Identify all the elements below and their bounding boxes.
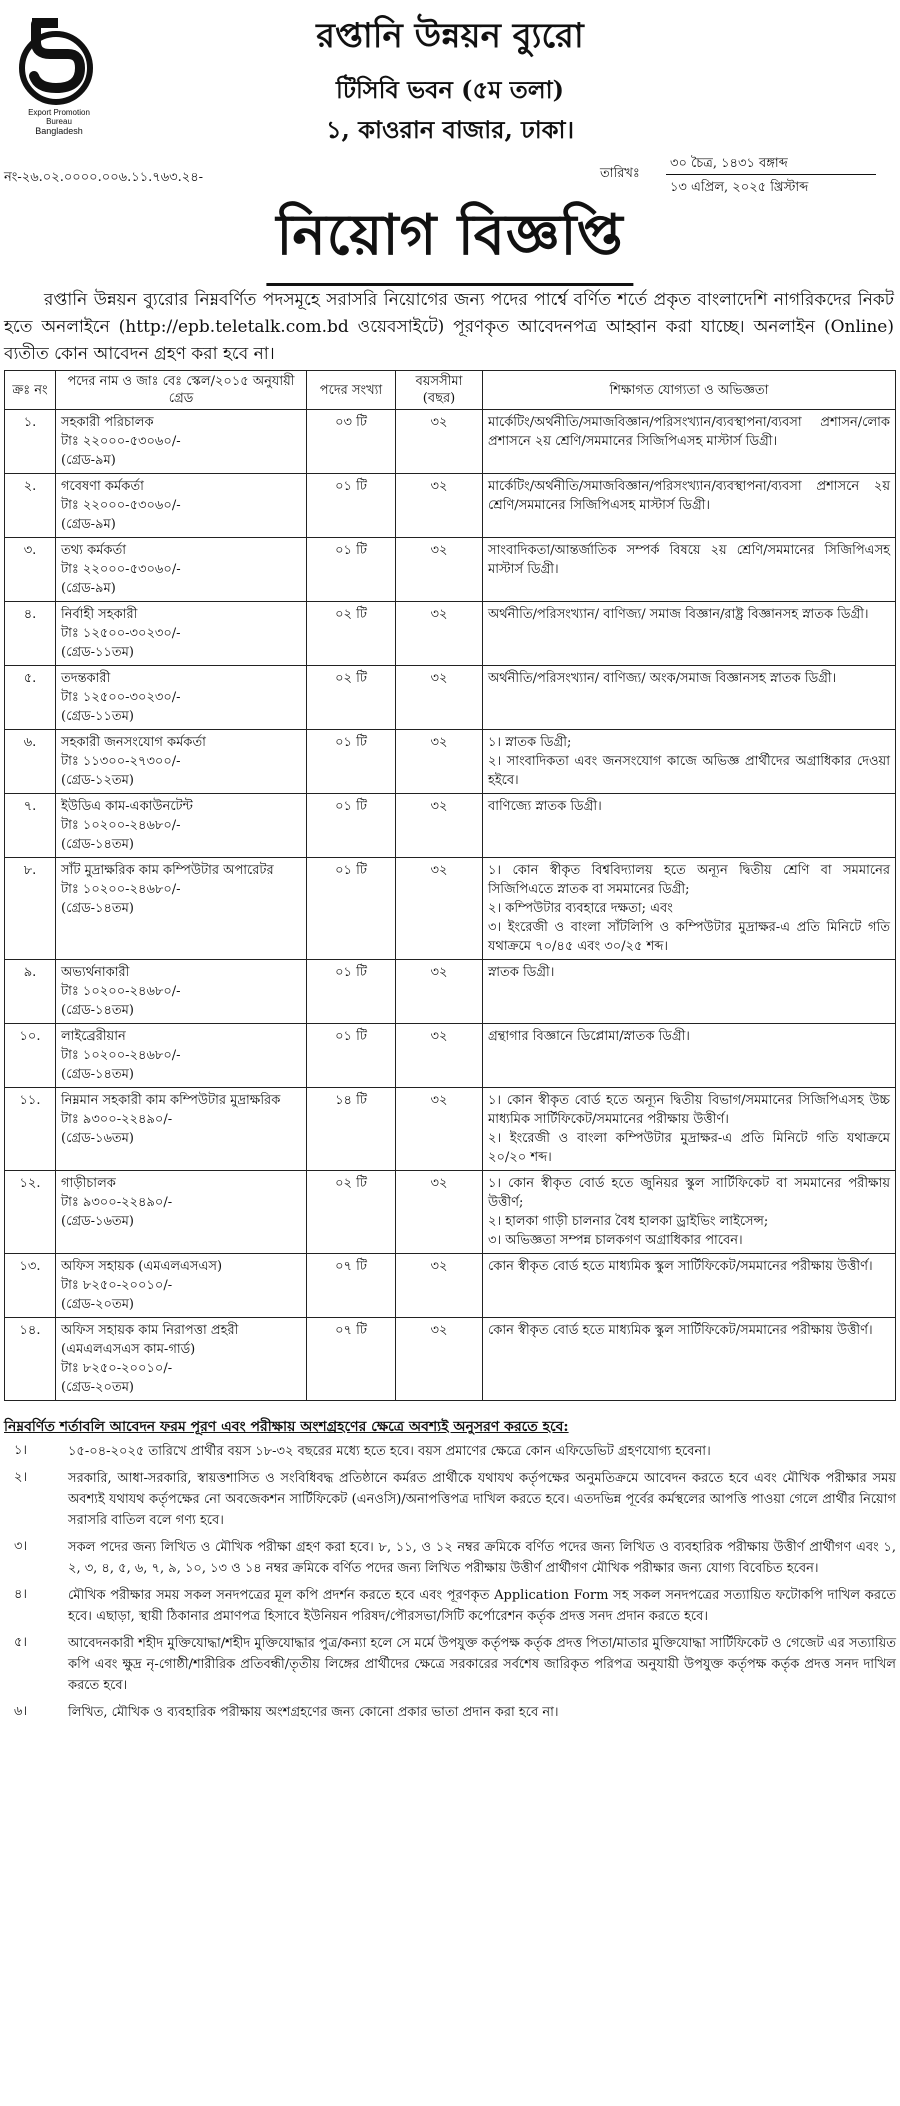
post-title: অফিস সহায়ক কাম নিরাপত্তা প্রহরী bbox=[61, 1323, 239, 1338]
cell-age: ৩২ bbox=[396, 1254, 483, 1318]
qualification-line: ৩। অভিজ্ঞতা সম্পন্ন চালকগণ অগ্রাধিকার পাবেন। bbox=[488, 1233, 743, 1248]
cell-qualification bbox=[483, 538, 896, 602]
condition-text: ১৫-০৪-২০২৫ তারিখে প্রার্থীর বয়স ১৮-৩২ বছরের মধ্যে হতে হবে। বয়স প্রমাণের ক্ষেত্রে কোন এফিডেভিট গ্রহণযোগ্য হবেনা। bbox=[68, 1444, 711, 1459]
cell-count: ০২ টি bbox=[307, 1171, 396, 1254]
cell-post bbox=[56, 474, 307, 538]
cell-count: ০৭ টি bbox=[307, 1318, 396, 1401]
cell-age: ৩২ bbox=[396, 666, 483, 730]
cell-post bbox=[56, 538, 307, 602]
qualification-line: ১। স্নাতক ডিগ্রী; bbox=[488, 735, 572, 750]
conditions-heading: নিম্নবর্ণিত শর্তাবলি আবেদন ফরম পূরণ এবং পরীক্ষায় অংশগ্রহণের ক্ষেত্রে অবশ্যই অনুসরণ করতে হবে: bbox=[4, 1419, 569, 1435]
condition-number: ৫। bbox=[14, 1635, 28, 1650]
condition-text: মৌখিক পরীক্ষার সময় সকল সনদপত্রের মূল কপি প্রদর্শন করতে হবে এবং পূরণকৃত Application Form সহ সকল সনদপত্রের সত্যায়িত ফটোকপি দাখিল করতে হবে। এছাড়া, স্থায়ী ঠিকানার প্রমাণপত্র হিসাবে ইউনিয়ন পরিষদ/পৌরসভা/সিটি কর্পোরেশন কর্তৃক প্রদত্ত সনদ প্রদান করতে হবে। bbox=[68, 1588, 896, 1624]
date-divider bbox=[666, 174, 876, 175]
post-title: তদন্তকারী bbox=[61, 671, 111, 686]
intro-paragraph: রপ্তানি উন্নয়ন ব্যুরোর নিম্নবর্ণিত পদসমূহে সরাসরি নিয়োগের জন্য পদের পার্শ্বে বর্ণিত শর্তে প্রকৃত বাংলাদেশি নাগরিকদের নিকট হতে অনলাইনে (http://epb.teletalk.com.bd ওয়েবসাইটে) পূরণকৃত আবেদনপত্র আহ্বান করা যাচ্ছে। অনলাইন (Online) ব্যতীত কোন আবেদন গ্রহণ করা হবে না। bbox=[4, 290, 894, 364]
cell-age: ৩২ bbox=[396, 1088, 483, 1171]
memo-number: নং-২৬.০২.০০০০.০০৬.১১.৭৬৩.২৪- bbox=[4, 170, 204, 185]
cell-count: ০২ টি bbox=[307, 666, 396, 730]
cell-post bbox=[56, 730, 307, 794]
condition-text: আবেদনকারী শহীদ মুক্তিযোদ্ধা/শহীদ মুক্তিযোদ্ধার পুত্র/কন্যা হলে সে মর্মে উপযুক্ত কর্তৃপক্ষ কর্তৃক প্রদত্ত পিতা/মাতার মুক্তিযোদ্ধা সার্টিফিকেট ও গেজেট এর সত্যায়িত কপি এবং ক্ষুদ্র নৃ-গোষ্ঠী/শারীরিক প্রতিবন্ধী/তৃতীয় লিঙ্গের প্রার্থীদের ক্ষেত্রে সরকারের সর্বশেষ জারিকৃত পরিপত্র অনুযায়ী উপযুক্ত কর্তৃপক্ষ কর্তৃক প্রদত্ত সনদ দাখিল করতে হবে। bbox=[68, 1636, 896, 1693]
qualification-line: ৩। ইংরেজী ও বাংলা সাঁটলিপি ও কম্পিউটার মুদ্রাক্ষর-এ প্রতি মিনিটে গতি যথাক্রমে ৭০/৪৫ এবং ৩০/২৫ শব্দ। bbox=[488, 920, 890, 954]
condition-text: সকল পদের জন্য লিখিত ও মৌখিক পরীক্ষা গ্রহণ করা হবে। ৮, ১১, ও ১২ নম্বর ক্রমিকে বর্ণিত পদের জন্য লিখিত ও ব্যবহারিক পরীক্ষায় উত্তীর্ণ প্রার্থীগণ এবং ১, ২, ৩, ৪, ৫, ৬, ৭, ৯, ১০, ১৩ ও ১৪ নম্বর ক্রমিকে বর্ণিত পদের জন্য লিখিত পরীক্ষায় উত্তীর্ণ প্রার্থীগণ মৌখিক পরীক্ষার জন্য যোগ্য বিবেচিত হবেন। bbox=[68, 1540, 896, 1576]
cell-qualification bbox=[483, 1318, 896, 1401]
cell-serial: ৭. bbox=[5, 794, 56, 858]
address: ১, কাওরান বাজার, ঢাকা। bbox=[325, 115, 575, 144]
pay-scale: টাঃ ৮২৫০-২০০১০/- bbox=[61, 1278, 173, 1293]
pay-scale: টাঃ ১০২০০-২৪৬৮০/- bbox=[61, 882, 181, 897]
condition-item bbox=[4, 1441, 896, 1462]
qualification-line: অর্থনীতি/পরিসংখ্যান/ বাণিজ্য/ সমাজ বিজ্ঞান/রাষ্ট্র বিজ্ঞানসহ স্নাতক ডিগ্রী। bbox=[488, 607, 869, 622]
cell-qualification bbox=[483, 1171, 896, 1254]
cell-post bbox=[56, 794, 307, 858]
grade: (গ্রেড-৯ম) bbox=[61, 581, 116, 596]
pay-scale: টাঃ ২২০০০-৫৩০৬০/- bbox=[61, 498, 181, 513]
pay-scale: টাঃ ২২০০০-৫৩০৬০/- bbox=[61, 434, 181, 449]
condition-text: সরকারি, আধা-সরকারি, স্বায়ত্তশাসিত ও সংবিধিবদ্ধ প্রতিষ্ঠানে কর্মরত প্রার্থীকে যথাযথ কর্তৃপক্ষের অনুমতিক্রমে আবেদন করতে হবে এবং মৌখিক পরীক্ষার সময় অবশ্যই যথাযথ কর্তৃপক্ষের নো অবজেকশন সার্টিফিকেট (এনওসি)/অনাপত্তিপত্র দাখিল করতে হবে। এতদভিন্ন পূর্বের কর্মস্থলের আপত্তি পাওয়া গেলে প্রার্থীর নিয়োগ সরাসরি বাতিল বলে গণ্য হবে। bbox=[68, 1471, 896, 1528]
qualification-line: মার্কেটিং/অর্থনীতি/সমাজবিজ্ঞান/পরিসংখ্যান/ব্যবস্থাপনা/ব্যবসা প্রশাসন/লোক প্রশাসনে ২য় শ্রেণি/সমমানের সিজিপিএসহ মাস্টার্স ডিগ্রী। bbox=[488, 415, 890, 449]
cell-qualification bbox=[483, 666, 896, 730]
grade: (গ্রেড-১৪তম) bbox=[61, 1003, 134, 1018]
cell-age: ৩২ bbox=[396, 1318, 483, 1401]
table-row bbox=[5, 602, 896, 666]
qualification-line: ১। কোন স্বীকৃত বোর্ড হতে জুনিয়র স্কুল সার্টিফিকেট বা সমমানের পরীক্ষায় উত্তীর্ণ; bbox=[488, 1176, 890, 1210]
cell-count: ১৪ টি bbox=[307, 1088, 396, 1171]
logo-caption-en: Export Promotion Bureau bbox=[28, 108, 90, 126]
qualification-line: ২। কম্পিউটার ব্যবহারে দক্ষতা; এবং bbox=[488, 901, 673, 916]
header-post: পদের নাম ও জাঃ বেঃ স্কেল/২০১৫ অনুযায়ী গ্রেড bbox=[56, 371, 307, 410]
grade: (গ্রেড-১৪তম) bbox=[61, 1067, 134, 1082]
cell-count: ০১ টি bbox=[307, 474, 396, 538]
qualification-line: মার্কেটিং/অর্থনীতি/সমাজবিজ্ঞান/পরিসংখ্যান/ব্যবস্থাপনা/ব্যবসা প্রশাসনে ২য় শ্রেণি/সমমানের সিজিপিএসহ মাস্টার্স ডিগ্রী। bbox=[488, 479, 890, 513]
grade: (গ্রেড-১৬তম) bbox=[61, 1131, 134, 1146]
qualification-line: কোন স্বীকৃত বোর্ড হতে মাধ্যমিক স্কুল সার্টিফিকেট/সমমানের পরীক্ষায় উত্তীর্ণ। bbox=[488, 1259, 873, 1274]
post-title: ইউডিএ কাম-একাউনটেন্ট bbox=[61, 799, 193, 814]
pay-scale: টাঃ ৯৩০০-২২৪৯০/- bbox=[61, 1112, 173, 1127]
header-count: পদের সংখ্যা bbox=[307, 371, 396, 410]
grade: (গ্রেড-১১তম) bbox=[61, 645, 134, 660]
pay-scale: টাঃ ১১৩০০-২৭৩০০/- bbox=[61, 754, 181, 769]
cell-count: ০১ টি bbox=[307, 1024, 396, 1088]
cell-serial: ৬. bbox=[5, 730, 56, 794]
vacancy-table bbox=[4, 370, 896, 1401]
cell-qualification bbox=[483, 410, 896, 474]
qualification-line: অর্থনীতি/পরিসংখ্যান/ বাণিজ্য/ অংক/সমাজ বিজ্ঞানসহ স্নাতক ডিগ্রী। bbox=[488, 671, 837, 686]
cell-count: ০১ টি bbox=[307, 794, 396, 858]
table-row bbox=[5, 1024, 896, 1088]
grade: (গ্রেড-২০তম) bbox=[61, 1297, 134, 1312]
cell-serial: ৪. bbox=[5, 602, 56, 666]
condition-text: লিখিত, মৌখিক ও ব্যবহারিক পরীক্ষায় অংশগ্রহণের জন্য কোনো প্রকার ভাতা প্রদান করা হবে না। bbox=[68, 1705, 559, 1720]
header-age: বয়সসীমা (বছর) bbox=[396, 371, 483, 410]
cell-age: ৩২ bbox=[396, 960, 483, 1024]
cell-age: ৩২ bbox=[396, 1024, 483, 1088]
header-serial: ক্রঃ নং bbox=[5, 371, 56, 410]
cell-age: ৩২ bbox=[396, 858, 483, 960]
cell-post bbox=[56, 1318, 307, 1401]
condition-number: ৪। bbox=[14, 1587, 28, 1602]
table-row bbox=[5, 474, 896, 538]
post-title: লাইব্রেরীয়ান bbox=[61, 1029, 126, 1044]
conditions-list bbox=[4, 1441, 896, 1729]
table-row bbox=[5, 730, 896, 794]
cell-serial: ৯. bbox=[5, 960, 56, 1024]
qualification-line: ২। ইংরেজী ও বাংলা কম্পিউটার মুদ্রাক্ষর-এ প্রতি মিনিটে গতি যথাক্রমে ২০/২০ শব্দ। bbox=[488, 1131, 890, 1165]
cell-age: ৩২ bbox=[396, 730, 483, 794]
cell-age: ৩২ bbox=[396, 474, 483, 538]
grade: (গ্রেড-২০তম) bbox=[61, 1380, 134, 1395]
cell-count: ০৭ টি bbox=[307, 1254, 396, 1318]
qualification-line: স্নাতক ডিগ্রী। bbox=[488, 965, 555, 980]
qualification-line: ২। সাংবাদিকতা এবং জনসংযোগ কাজে অভিজ্ঞ প্রার্থীদের অগ্রাধিকার দেওয়া হইবে। bbox=[488, 754, 890, 788]
grade: (গ্রেড-১৪তম) bbox=[61, 837, 134, 852]
table-row bbox=[5, 960, 896, 1024]
table-row bbox=[5, 538, 896, 602]
post-title: অফিস সহায়ক (এমএলএসএস) bbox=[61, 1259, 223, 1274]
cell-post bbox=[56, 960, 307, 1024]
cell-count: ০১ টি bbox=[307, 730, 396, 794]
cell-count: ০২ টি bbox=[307, 602, 396, 666]
post-title: সাঁট মুদ্রাক্ষরিক কাম কম্পিউটার অপারেটর bbox=[61, 863, 274, 878]
cell-count: ০১ টি bbox=[307, 538, 396, 602]
cell-post bbox=[56, 410, 307, 474]
cell-post bbox=[56, 666, 307, 730]
qualification-line: গ্রন্থাগার বিজ্ঞানে ডিপ্লোমা/স্নাতক ডিগ্রী। bbox=[488, 1029, 690, 1044]
cell-serial: ১৩. bbox=[5, 1254, 56, 1318]
post-title: (এমএলএসএস কাম-গার্ড) bbox=[61, 1342, 196, 1357]
date-bangla: ৩০ চৈত্র, ১৪৩১ বঙ্গাব্দ bbox=[670, 156, 788, 171]
pay-scale: টাঃ ২২০০০-৫৩০৬০/- bbox=[61, 562, 181, 577]
post-title: সহকারী পরিচালক bbox=[61, 415, 154, 430]
condition-item bbox=[4, 1468, 896, 1531]
cell-age: ৩২ bbox=[396, 1171, 483, 1254]
cell-post bbox=[56, 1171, 307, 1254]
cell-age: ৩২ bbox=[396, 602, 483, 666]
condition-item bbox=[4, 1537, 896, 1579]
cell-qualification bbox=[483, 474, 896, 538]
cell-post bbox=[56, 1254, 307, 1318]
condition-item bbox=[4, 1585, 896, 1627]
notice-title: নিয়োগ বিজ্ঞপ্তি bbox=[266, 192, 633, 286]
cell-serial: ২. bbox=[5, 474, 56, 538]
cell-count: ০১ টি bbox=[307, 858, 396, 960]
grade: (গ্রেড-১৪তম) bbox=[61, 901, 134, 916]
cell-qualification bbox=[483, 730, 896, 794]
cell-age: ৩২ bbox=[396, 410, 483, 474]
cell-age: ৩২ bbox=[396, 794, 483, 858]
cell-serial: ১০. bbox=[5, 1024, 56, 1088]
pay-scale: টাঃ ১২৫০০-৩০২৩০/- bbox=[61, 626, 181, 641]
table-row bbox=[5, 410, 896, 474]
condition-number: ২। bbox=[14, 1470, 28, 1485]
cell-serial: ১. bbox=[5, 410, 56, 474]
pay-scale: টাঃ ১২৫০০-৩০২৩০/- bbox=[61, 690, 181, 705]
building-name: টিসিবি ভবন (৫ম তলা) bbox=[336, 75, 564, 104]
cell-qualification bbox=[483, 794, 896, 858]
cell-post bbox=[56, 602, 307, 666]
grade: (গ্রেড-৯ম) bbox=[61, 453, 116, 468]
header-qualification: শিক্ষাগত যোগ্যতা ও অভিজ্ঞতা bbox=[483, 371, 896, 410]
post-title: অভ্যর্থনাকারী bbox=[61, 965, 130, 980]
post-title: নিম্নমান সহকারী কাম কম্পিউটার মুদ্রাক্ষরিক bbox=[61, 1093, 281, 1108]
condition-number: ৬। bbox=[14, 1704, 28, 1719]
table-body bbox=[5, 410, 896, 1401]
qualification-line: বাণিজ্যে স্নাতক ডিগ্রী। bbox=[488, 799, 602, 814]
qualification-line: সাংবাদিকতা/আন্তর্জাতিক সম্পর্ক বিষয়ে ২য় শ্রেণি/সমমানের সিজিপিএসহ মাস্টার্স ডিগ্রী। bbox=[488, 543, 890, 577]
cell-post bbox=[56, 858, 307, 960]
post-title: তথ্য কর্মকর্তা bbox=[61, 543, 127, 558]
grade: (গ্রেড-১২তম) bbox=[61, 773, 134, 788]
date-english: ১৩ এপ্রিল, ২০২৫ খ্রিস্টাব্দ bbox=[670, 180, 809, 195]
cell-post bbox=[56, 1088, 307, 1171]
cell-qualification bbox=[483, 1254, 896, 1318]
table-row bbox=[5, 1254, 896, 1318]
post-title: সহকারী জনসংযোগ কর্মকর্তা bbox=[61, 735, 206, 750]
date-label: তারিখঃ bbox=[600, 166, 640, 181]
table-row bbox=[5, 858, 896, 960]
table-header-row bbox=[5, 371, 896, 410]
cell-qualification bbox=[483, 1088, 896, 1171]
table-row bbox=[5, 1318, 896, 1401]
qualification-line: কোন স্বীকৃত বোর্ড হতে মাধ্যমিক স্কুল সার্টিফিকেট/সমমানের পরীক্ষায় উত্তীর্ণ। bbox=[488, 1323, 873, 1338]
pay-scale: টাঃ ১০২০০-২৪৬৮০/- bbox=[61, 1048, 181, 1063]
organization-name: রপ্তানি উন্নয়ন ব্যুরো bbox=[316, 16, 584, 56]
cell-post bbox=[56, 1024, 307, 1088]
pay-scale: টাঃ ৯৩০০-২২৪৯০/- bbox=[61, 1195, 173, 1210]
table-row bbox=[5, 1088, 896, 1171]
pay-scale: টাঃ ১০২০০-২৪৬৮০/- bbox=[61, 818, 181, 833]
cell-count: ০১ টি bbox=[307, 960, 396, 1024]
cell-serial: ১১. bbox=[5, 1088, 56, 1171]
pay-scale: টাঃ ৮২৫০-২০০১০/- bbox=[61, 1361, 173, 1376]
cell-serial: ৮. bbox=[5, 858, 56, 960]
condition-item bbox=[4, 1633, 896, 1696]
qualification-line: ১। কোন স্বীকৃত বিশ্ববিদ্যালয় হতে অন্যূন দ্বিতীয় শ্রেণি বা সমমানের সিজিপিএতে স্নাতক বা সমমানের ডিগ্রী; bbox=[488, 863, 890, 897]
post-title: গবেষণা কর্মকর্তা bbox=[61, 479, 144, 494]
table-row bbox=[5, 666, 896, 730]
grade: (গ্রেড-১১তম) bbox=[61, 709, 134, 724]
qualification-line: ১। কোন স্বীকৃত বোর্ড হতে অন্যূন দ্বিতীয় বিভাগ/সমমানের সিজিপিএসহ উচ্চ মাধ্যমিক সার্টিফিকেট/সমমানের পরীক্ষায় উত্তীর্ণ। bbox=[488, 1093, 890, 1127]
post-title: নির্বাহী সহকারী bbox=[61, 607, 138, 622]
cell-age: ৩২ bbox=[396, 538, 483, 602]
cell-count: ০৩ টি bbox=[307, 410, 396, 474]
cell-qualification bbox=[483, 602, 896, 666]
cell-qualification bbox=[483, 960, 896, 1024]
logo-caption-country: Bangladesh bbox=[35, 126, 83, 136]
grade: (গ্রেড-১৬তম) bbox=[61, 1214, 134, 1229]
post-title: গাড়ীচালক bbox=[61, 1176, 116, 1191]
pay-scale: টাঃ ১০২০০-২৪৬৮০/- bbox=[61, 984, 181, 999]
cell-serial: ১২. bbox=[5, 1171, 56, 1254]
condition-number: ৩। bbox=[14, 1539, 28, 1554]
condition-item bbox=[4, 1702, 896, 1723]
condition-number: ১। bbox=[14, 1443, 28, 1458]
cell-qualification bbox=[483, 858, 896, 960]
qualification-line: ২। হালকা গাড়ী চালনার বৈধ হালকা ড্রাইভিং লাইসেন্স; bbox=[488, 1214, 769, 1229]
cell-serial: ৩. bbox=[5, 538, 56, 602]
cell-qualification bbox=[483, 1024, 896, 1088]
grade: (গ্রেড-৯ম) bbox=[61, 517, 116, 532]
table-row bbox=[5, 1171, 896, 1254]
table-row bbox=[5, 794, 896, 858]
cell-serial: ১৪. bbox=[5, 1318, 56, 1401]
cell-serial: ৫. bbox=[5, 666, 56, 730]
